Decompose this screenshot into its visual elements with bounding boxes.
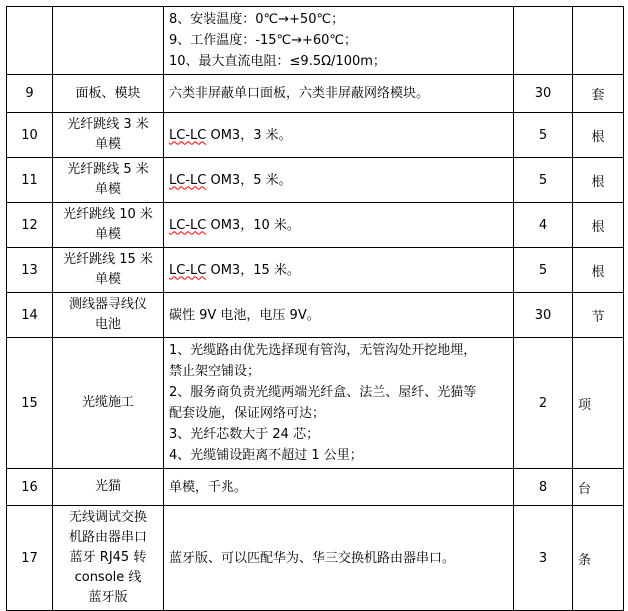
equipment-spec-table — [6, 6, 624, 611]
unit-cell: 根 — [573, 203, 624, 248]
item-name-cell — [53, 203, 164, 248]
description-text: 配套设施，保证网络可达； — [169, 406, 326, 421]
description-line — [169, 51, 509, 72]
description-text: OM3，3 米。 — [206, 127, 292, 143]
description-cell — [164, 338, 514, 469]
item-name-line: 电池 — [94, 317, 121, 332]
description-cell — [164, 7, 514, 75]
item-name-cell — [53, 506, 164, 611]
item-name-line: 机路由器串口 — [68, 530, 147, 545]
quantity-cell: 30 — [514, 75, 573, 113]
item-name-line: 光纤跳线 3 米 — [67, 117, 149, 132]
table-row — [7, 203, 624, 248]
unit-cell: 节 — [573, 293, 624, 338]
table-row — [7, 293, 624, 338]
table-row — [7, 248, 624, 293]
item-name-cell — [53, 293, 164, 338]
description-line — [169, 382, 509, 403]
description-cell — [164, 293, 514, 338]
item-name-line: 光纤跳线 5 米 — [67, 162, 149, 177]
description-text: 蓝牙版、可以匹配华为、华三交换机路由器串口。 — [169, 550, 456, 566]
table-row — [7, 158, 624, 203]
description-text: 8、安装温度：0℃→+50℃； — [169, 12, 345, 27]
description-text: 10、最大直流电阻：≤9.5Ω/100m； — [169, 54, 386, 69]
quantity-cell: 5 — [514, 248, 573, 293]
description-line — [169, 477, 509, 498]
misspelled-text: LC-LC — [169, 262, 207, 278]
item-name-line: 光缆施工 — [81, 395, 134, 410]
description-text: 4、光缆铺设距离不超过 1 公里； — [169, 448, 363, 463]
description-line — [169, 9, 509, 30]
unit-cell: 条 — [573, 506, 624, 611]
item-name-line: 单模 — [94, 227, 121, 242]
item-name-line: 无线调试交换 — [68, 510, 147, 525]
quantity-cell: 5 — [514, 113, 573, 158]
item-name-line: 单模 — [94, 137, 121, 152]
description-line — [169, 83, 509, 104]
description-text: 9、工作温度：-15℃→+60℃； — [169, 33, 358, 48]
item-name-line: 蓝牙版 — [88, 590, 128, 605]
description-text: 碳性 9V 电池，电压 9V。 — [169, 307, 320, 323]
item-name-cell — [53, 338, 164, 469]
row-number-cell: 16 — [7, 469, 53, 506]
description-line — [169, 260, 509, 281]
row-number-cell: 12 — [7, 203, 53, 248]
misspelled-text: LC-LC — [169, 127, 207, 143]
description-cell — [164, 248, 514, 293]
table-row — [7, 506, 624, 611]
description-cell — [164, 158, 514, 203]
row-number-cell: 17 — [7, 506, 53, 611]
quantity-cell — [514, 7, 573, 75]
quantity-cell: 5 — [514, 158, 573, 203]
description-text: 3、光纤芯数大于 24 芯； — [169, 427, 320, 442]
table-row — [7, 113, 624, 158]
quantity-cell: 2 — [514, 338, 573, 469]
item-name-line: 单模 — [94, 182, 121, 197]
description-cell — [164, 203, 514, 248]
item-name-cell — [53, 469, 164, 506]
description-text: 禁止架空铺设； — [169, 364, 261, 379]
description-text: 2、服务商负责光缆两端光纤盒、法兰、屋纤、光猫等 — [169, 385, 477, 400]
item-name-line: 面板、模块 — [75, 85, 141, 101]
item-name-line: 光纤跳线 10 米 — [63, 207, 153, 222]
table-row — [7, 7, 624, 75]
unit-cell: 根 — [573, 248, 624, 293]
item-name-line: console 线 — [74, 570, 142, 585]
description-line — [169, 424, 509, 445]
item-name-line: 测线器寻线仪 — [68, 297, 147, 312]
quantity-cell: 4 — [514, 203, 573, 248]
table-row — [7, 338, 624, 469]
unit-cell: 根 — [573, 113, 624, 158]
description-cell — [164, 506, 514, 611]
row-number-cell: 9 — [7, 75, 53, 113]
unit-cell — [573, 7, 624, 75]
description-line — [169, 361, 509, 382]
quantity-cell: 8 — [514, 469, 573, 506]
description-cell — [164, 469, 514, 506]
item-name-cell — [53, 158, 164, 203]
table-row — [7, 469, 624, 506]
row-number-cell: 15 — [7, 338, 53, 469]
description-text: OM3，5 米。 — [206, 172, 292, 188]
row-number-cell — [7, 7, 53, 75]
description-line — [169, 340, 509, 361]
unit-cell: 项 — [573, 338, 624, 469]
description-text: OM3，10 米。 — [206, 217, 300, 233]
table-row — [7, 75, 624, 113]
item-name-cell — [53, 113, 164, 158]
description-cell — [164, 113, 514, 158]
table-body — [7, 7, 624, 611]
unit-cell: 根 — [573, 158, 624, 203]
description-line — [169, 445, 509, 466]
item-name-line: 蓝牙 RJ45 转 — [69, 550, 147, 565]
item-name-cell — [53, 75, 164, 113]
item-name-line: 单模 — [94, 272, 121, 287]
description-line — [169, 125, 509, 146]
misspelled-text: LC-LC — [169, 217, 207, 233]
row-number-cell: 13 — [7, 248, 53, 293]
description-cell — [164, 75, 514, 113]
description-text: 单模，千兆。 — [169, 479, 248, 495]
quantity-cell: 3 — [514, 506, 573, 611]
description-line — [169, 215, 509, 236]
row-number-cell: 14 — [7, 293, 53, 338]
description-text: 六类非屏蔽单口面板，六类非屏蔽网络模块。 — [169, 86, 430, 101]
description-text: 1、光缆路由优先选择现有管沟，无管沟处开挖地埋， — [169, 343, 477, 358]
unit-cell: 台 — [573, 469, 624, 506]
description-line — [169, 403, 509, 424]
description-text: OM3，15 米。 — [206, 262, 300, 278]
row-number-cell: 10 — [7, 113, 53, 158]
row-number-cell: 11 — [7, 158, 53, 203]
item-name-cell — [53, 7, 164, 75]
misspelled-text: LC-LC — [169, 172, 207, 188]
description-line — [169, 30, 509, 51]
description-line — [169, 170, 509, 191]
unit-cell: 套 — [573, 75, 624, 113]
item-name-line: 光猫 — [94, 479, 121, 494]
description-line — [169, 548, 509, 569]
item-name-line: 光纤跳线 15 米 — [63, 252, 153, 267]
quantity-cell: 30 — [514, 293, 573, 338]
description-line — [169, 305, 509, 326]
item-name-cell — [53, 248, 164, 293]
